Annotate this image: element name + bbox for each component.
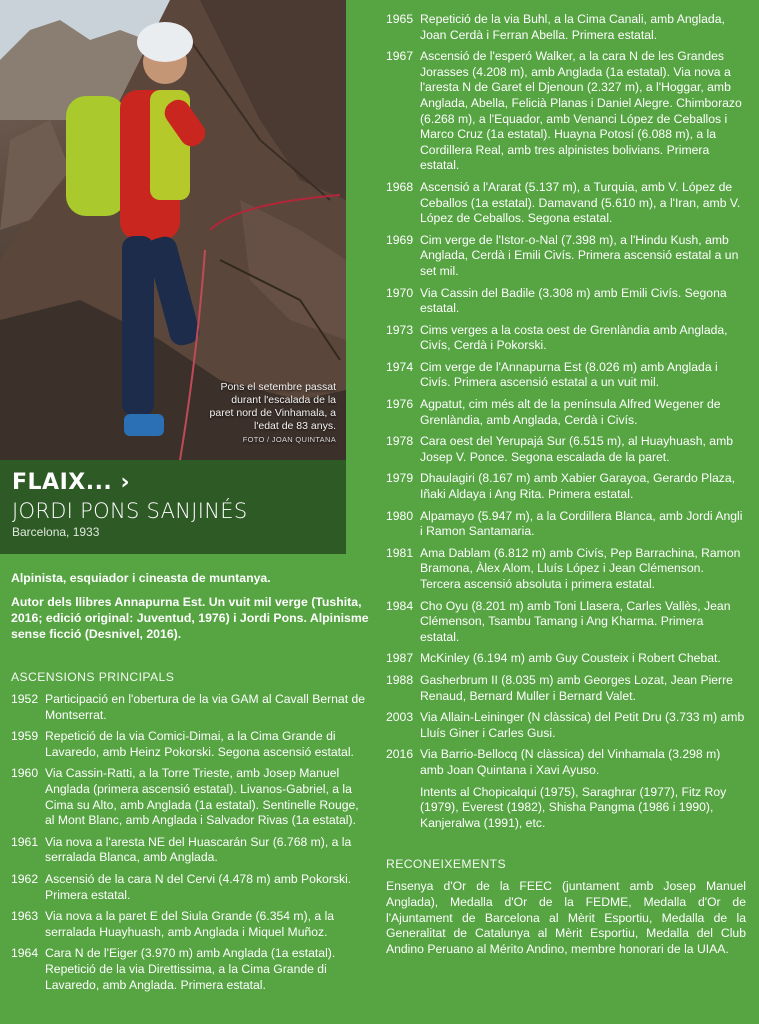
ascension-entry <box>386 323 746 354</box>
ascension-text: Repetició de la via Comici-Dimai, a la Cima Grande di Lavaredo, amb Heinz Pokorski. Segona ascensió estatal. <box>45 729 354 759</box>
ascension-entry <box>386 673 746 704</box>
ascension-year: 1960 <box>11 766 39 781</box>
ascension-entry <box>11 766 369 828</box>
ascension-year: 1965 <box>386 12 414 26</box>
ascension-year: 1980 <box>386 508 414 523</box>
ascension-entry <box>386 180 746 227</box>
ascension-entry <box>386 434 746 465</box>
ascension-entry <box>386 785 746 832</box>
photo-caption-text: Pons el setembre passat durant l'escalada de la paret nord de Vinhamala, a l'edat de 83 anys. <box>209 381 336 432</box>
ascension-entry <box>386 49 746 174</box>
ascension-year: 2003 <box>386 710 414 725</box>
ascension-text: Via Allain-Leininger (N clàssica) del Petit Dru (3.733 m) amb Lluís Giner i Carles Gusi. <box>420 710 745 740</box>
ascension-text: Ama Dablam (6.812 m) amb Civís, Pep Barrachina, Ramon Bramona, Àlex Alom, Lluís López i Jean Clémenson. Tercera ascensió absoluta i primera estatal. <box>420 545 741 591</box>
ascension-year: 1968 <box>386 179 414 194</box>
ascension-year: 1984 <box>386 598 414 613</box>
ascension-year: 1961 <box>11 834 39 849</box>
ascension-text: Via Cassin del Badile (3.308 m) amb Emili Civís. Segona estatal. <box>420 285 727 316</box>
title-box <box>0 460 346 554</box>
ascension-entry <box>11 729 369 760</box>
ascension-text: Via Barrio-Bellocq (N clàssica) del Vinhamala (3.298 m) amb Joan Quintana i Xavi Ayuso. <box>420 747 721 777</box>
ascension-text: Via nova a l'aresta NE del Huascarán Sur (6.768 m), a la serralada Blanca, amb Anglada. <box>45 834 352 865</box>
ascension-year: 1979 <box>386 471 414 486</box>
ascension-entry <box>386 509 746 540</box>
ascension-year: 1964 <box>11 946 39 961</box>
intro-line-2: Autor dels llibres Annapurna Est. Un vuit mil verge (Tushita, 2016; edició original: Juventud, 1976) i Jordi Pons. Alpinisme sense ficció (Desnivel, 2016). <box>11 595 369 641</box>
ascension-year: 1974 <box>386 359 414 374</box>
ascension-text: Repetició de la via Buhl, a la Cima Canali, amb Anglada, Joan Cerdà i Ferran Abella. Primera estatal. <box>420 12 725 42</box>
photo-credit: FOTO / JOAN QUINTANA <box>242 435 336 444</box>
ascension-entry <box>11 946 369 993</box>
ascension-text: Cara N de l'Eiger (3.970 m) amb Anglada (1a estatal). Repetició de la via Direttissima, a la Cima Grande di Lavaredo, amb Anglada. Primera estatal. <box>45 946 336 992</box>
ascension-year: 1981 <box>386 545 414 560</box>
ascension-text: Cim verge de l'Annapurna Est (8.026 m) amb Anglada i Civís. Primera ascensió estatal a un vuit mil. <box>420 359 718 390</box>
ascension-text: Participació en l'obertura de la via GAM al Cavall Bernat de Montserrat. <box>45 692 366 722</box>
ascension-year: 1967 <box>386 49 414 64</box>
ascension-text: Ascensió de l'esperó Walker, a la cara N de les Grandes Jorasses (4.208 m), amb Anglada (1a estatal). Via nova a l'aresta N de Garet el Djenoun (2.327 m), a l'Hoggar, amb Anglada, Abella, Felicià Planas i Daniel Alegre. Chimborazo (6.268 m), a l'Equador, amb Venanci López de Ceballos i Marco Cruz (1a estatal). Huayna Potosí (6.088 m), a la Cordillera Real, amb tres alpinistes bolivians. Primera estatal. <box>420 49 742 173</box>
person-name: JORDI PONS SANJINÉS <box>12 499 248 523</box>
ascension-text: Gasherbrum II (8.035 m) amb Georges Lozat, Jean Pierre Renaud, Bernard Muller i Bernard Valet. <box>420 672 733 703</box>
ascension-text: McKinley (6.194 m) amb Guy Cousteix i Robert Chebat. <box>420 651 721 666</box>
ascension-text: Cara oest del Yerupajá Sur (6.515 m), al Huayhuash, amb Josep V. Ponce. Segona escalada de la paret. <box>420 434 733 464</box>
ascension-year: 1962 <box>11 871 39 886</box>
intro-line-1: Alpinista, esquiador i cineasta de muntanya. <box>11 571 271 585</box>
ascensions-list-right <box>386 12 746 831</box>
flaix-heading <box>12 470 334 495</box>
climber-photo <box>0 0 346 460</box>
ascension-entry <box>386 599 746 646</box>
ascension-entry <box>386 286 746 317</box>
ascension-entry <box>386 546 746 593</box>
left-column <box>11 570 369 999</box>
chevron-right-icon: › <box>120 470 131 495</box>
ascension-entry <box>11 835 369 866</box>
ascension-text: Via nova a la paret E del Siula Grande (6.354 m), a la serralada Huayhuash, amb Anglada i Miquel Muñoz. <box>45 909 335 939</box>
ascension-entry <box>11 872 369 903</box>
ascension-entry <box>386 360 746 391</box>
ascension-entry <box>11 909 369 940</box>
ascension-year: 1978 <box>386 434 414 449</box>
ascension-year: 1973 <box>386 322 414 337</box>
ascension-text: Ascensió de la cara N del Cervi (4.478 m) amb Pokorski. Primera estatal. <box>45 871 352 902</box>
ascension-entry <box>386 12 746 43</box>
recognitions-heading: RECONEIXEMENTS <box>386 857 507 872</box>
ascension-text: Cims verges a la costa oest de Grenlàndia amb Anglada, Civís, Cerdà i Pokorski. <box>420 322 728 353</box>
ascension-entry <box>386 471 746 502</box>
ascension-year: 1988 <box>386 672 414 687</box>
recognitions-text: Ensenya d'Or de la FEEC (juntament amb Josep Manuel Anglada), Medalla d'Or de la FEDME, Medalla d'Or de l'Ajuntament de Barcelona al Mèrit Esportiu, Medalla de la Generalitat de Catalunya al Mèrit Esportiu, Medalla del Club Andino Peruano al Mérito Andino, membre honorari de la UIAA. <box>386 879 746 956</box>
ascension-year: 1969 <box>386 232 414 247</box>
ascension-entry <box>11 692 369 723</box>
ascension-year: 1959 <box>11 729 39 744</box>
birth-place: Barcelona, 1933 <box>12 525 100 539</box>
photo-caption <box>206 381 336 446</box>
ascension-year: 2016 <box>386 747 414 762</box>
ascension-entry <box>386 397 746 428</box>
ascension-entry <box>386 710 746 741</box>
ascension-year: 1970 <box>386 285 414 300</box>
flaix-label: FLAIX... <box>12 470 113 495</box>
ascension-year: 1987 <box>386 651 414 666</box>
ascension-text: Agpatut, cim més alt de la península Alfred Wegener de Grenlàndia, amb Anglada, Cerdà i Civís. <box>420 397 721 427</box>
ascension-year: 1963 <box>11 909 39 924</box>
ascension-text: Cho Oyu (8.201 m) amb Toni Llasera, Carles Vallès, Jean Clémenson, Tsambu Tamang i Ang Kharma. Primera estatal. <box>420 598 731 644</box>
ascension-year: 1976 <box>386 397 414 412</box>
ascension-text: Dhaulagiri (8.167 m) amb Xabier Garayoa, Gerardo Plaza, Iñaki Aldaya i Ang Rita. Primera estatal. <box>420 471 735 502</box>
ascension-entry <box>386 747 746 778</box>
ascensions-heading: ASCENSIONS PRINCIPALS <box>11 670 175 684</box>
ascension-text: Cim verge de l'Istor-o-Nal (7.398 m), a l'Hindu Kush, amb Anglada, Cerdà i Emili Civís. Primera ascensió estatal a un set mil. <box>420 232 739 278</box>
ascension-text: Alpamayo (5.947 m), a la Cordillera Blanca, amb Jordi Angli i Ramon Santamaria. <box>420 508 743 539</box>
ascension-entry <box>386 233 746 280</box>
ascension-entry <box>386 651 746 667</box>
ascension-text: Ascensió a l'Ararat (5.137 m), a Turquia, amb V. López de Ceballos (1a estatal). Damavand (5.610 m), a l'Iran, amb V. López de Ceballos. Segona estatal. <box>420 179 741 226</box>
ascension-year: 1952 <box>11 692 39 706</box>
ascension-text: Intents al Chopicalqui (1975), Saraghrar (1977), Fitz Roy (1979), Everest (1982), Shisha Pangma (1986 i 1990), Kanjeralwa (1991), etc. <box>420 784 727 830</box>
ascension-text: Via Cassin-Ratti, a la Torre Trieste, amb Josep Manuel Anglada (primera ascensió estatal). Livanos-Gabriel, a la Cima su Alto, amb Anglada (1a estatal). Sentinelle Rouge, al Mont Blanc, amb Anglada i Salvador Rivas (1a estatal). <box>45 766 359 828</box>
ascensions-list-left <box>11 692 369 993</box>
right-column <box>386 12 746 957</box>
